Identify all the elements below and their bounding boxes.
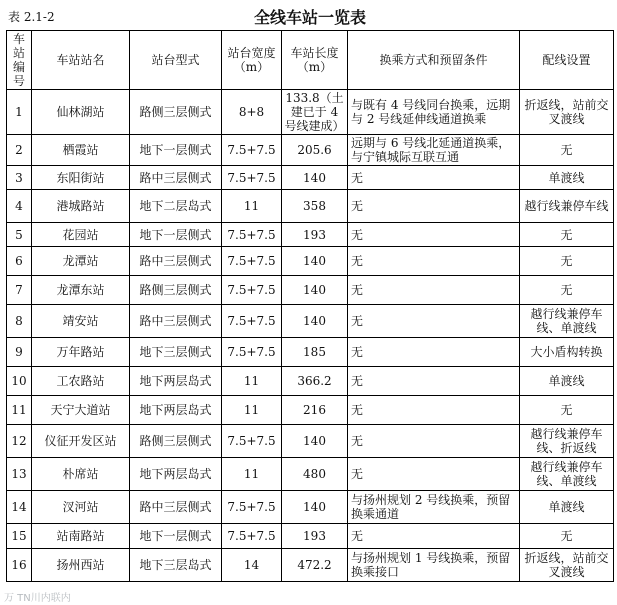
cell-station-number: 10 [7, 367, 32, 396]
cell-station-length: 140 [282, 166, 348, 190]
table-row [7, 247, 614, 276]
cell-station-number: 8 [7, 305, 32, 338]
cell-transfer: 无 [348, 458, 520, 491]
cell-platform-type: 地下二层岛式 [130, 190, 222, 223]
cell-station-length: 140 [282, 491, 348, 524]
cell-station-length: 193 [282, 223, 348, 247]
cell-track-setup: 单渡线 [520, 367, 614, 396]
cell-station-name: 仪征开发区站 [32, 425, 130, 458]
cell-station-number: 11 [7, 396, 32, 425]
cell-station-length: 472.2 [282, 549, 348, 582]
cell-platform-width: 7.5+7.5 [222, 247, 282, 276]
header-station-name: 车站站名 [32, 31, 130, 90]
cell-station-length: 193 [282, 524, 348, 549]
cell-track-setup: 无 [520, 276, 614, 305]
cell-station-name: 港城路站 [32, 190, 130, 223]
station-table [6, 30, 614, 582]
header-platform-type: 站台型式 [130, 31, 222, 90]
table-row [7, 190, 614, 223]
cell-transfer: 无 [348, 166, 520, 190]
table-row [7, 223, 614, 247]
cell-station-length: 140 [282, 425, 348, 458]
cell-platform-type: 地下两层岛式 [130, 458, 222, 491]
cell-track-setup: 无 [520, 247, 614, 276]
cell-station-name: 扬州西站 [32, 549, 130, 582]
cell-transfer: 与既有 4 号线同台换乘，远期与 2 号线延伸线通道换乘 [348, 90, 520, 135]
cell-track-setup: 越行线兼停车线、单渡线 [520, 458, 614, 491]
table-row [7, 166, 614, 190]
cell-track-setup: 单渡线 [520, 491, 614, 524]
cell-platform-type: 路侧三层侧式 [130, 276, 222, 305]
cell-station-length: 140 [282, 247, 348, 276]
cell-transfer: 无 [348, 367, 520, 396]
cell-station-name: 朴席站 [32, 458, 130, 491]
cell-platform-width: 7.5+7.5 [222, 223, 282, 247]
watermark: 万 TN川内联内 [4, 593, 71, 604]
cell-transfer: 无 [348, 338, 520, 367]
table-header-row [7, 31, 614, 90]
cell-station-length: 133.8（土建已于 4 号线建成） [282, 90, 348, 135]
cell-track-setup: 大小盾构转换 [520, 338, 614, 367]
cell-station-name: 花园站 [32, 223, 130, 247]
cell-platform-type: 路中三层侧式 [130, 166, 222, 190]
cell-transfer: 远期与 6 号线北延通道换乘，与宁镇城际互联互通 [348, 135, 520, 166]
cell-platform-type: 地下三层岛式 [130, 549, 222, 582]
cell-platform-width: 7.5+7.5 [222, 135, 282, 166]
cell-track-setup: 越行线兼停车线 [520, 190, 614, 223]
table-row [7, 276, 614, 305]
cell-station-length: 140 [282, 276, 348, 305]
cell-station-number: 9 [7, 338, 32, 367]
cell-station-number: 14 [7, 491, 32, 524]
cell-station-name: 工农路站 [32, 367, 130, 396]
cell-platform-width: 14 [222, 549, 282, 582]
cell-platform-type: 路中三层侧式 [130, 247, 222, 276]
cell-transfer: 无 [348, 223, 520, 247]
cell-platform-width: 7.5+7.5 [222, 524, 282, 549]
cell-station-name: 东阳街站 [32, 166, 130, 190]
cell-platform-width: 8+8 [222, 90, 282, 135]
cell-transfer: 与扬州规划 1 号线换乘，预留换乘接口 [348, 549, 520, 582]
cell-station-name: 龙潭站 [32, 247, 130, 276]
cell-platform-width: 11 [222, 367, 282, 396]
cell-platform-type: 地下一层侧式 [130, 223, 222, 247]
table-row [7, 367, 614, 396]
cell-platform-width: 7.5+7.5 [222, 425, 282, 458]
cell-platform-type: 路侧三层侧式 [130, 90, 222, 135]
cell-station-number: 6 [7, 247, 32, 276]
table-row [7, 458, 614, 491]
cell-platform-type: 地下一层侧式 [130, 524, 222, 549]
cell-track-setup: 折返线，站前交叉渡线 [520, 549, 614, 582]
cell-platform-width: 11 [222, 458, 282, 491]
table-row [7, 425, 614, 458]
cell-track-setup: 无 [520, 135, 614, 166]
table-number: 表 2.1-2 [8, 10, 55, 24]
cell-track-setup: 单渡线 [520, 166, 614, 190]
cell-station-name: 龙潭东站 [32, 276, 130, 305]
table-row [7, 524, 614, 549]
cell-platform-type: 地下两层岛式 [130, 367, 222, 396]
cell-track-setup: 折返线，站前交叉渡线 [520, 90, 614, 135]
cell-station-name: 靖安站 [32, 305, 130, 338]
cell-station-name: 站南路站 [32, 524, 130, 549]
cell-station-name: 汊河站 [32, 491, 130, 524]
cell-station-length: 366.2 [282, 367, 348, 396]
cell-station-number: 13 [7, 458, 32, 491]
cell-platform-width: 11 [222, 190, 282, 223]
cell-station-length: 185 [282, 338, 348, 367]
cell-platform-width: 7.5+7.5 [222, 491, 282, 524]
cell-platform-type: 地下两层岛式 [130, 396, 222, 425]
table-caption [8, 5, 612, 31]
cell-station-number: 5 [7, 223, 32, 247]
table-body [7, 90, 614, 582]
table-row [7, 305, 614, 338]
table-row [7, 549, 614, 582]
cell-platform-width: 11 [222, 396, 282, 425]
cell-station-name: 栖霞站 [32, 135, 130, 166]
cell-station-number: 1 [7, 90, 32, 135]
table-title: 全线车站一览表 [253, 8, 366, 27]
table-row [7, 338, 614, 367]
cell-transfer: 与扬州规划 2 号线换乘，预留换乘通道 [348, 491, 520, 524]
header-transfer: 换乘方式和预留条件 [348, 31, 520, 90]
cell-platform-type: 地下一层侧式 [130, 135, 222, 166]
table-row [7, 135, 614, 166]
table-row [7, 90, 614, 135]
cell-platform-width: 7.5+7.5 [222, 276, 282, 305]
header-platform-width: 站台宽度（m） [222, 31, 282, 90]
cell-track-setup: 无 [520, 223, 614, 247]
cell-station-name: 天宁大道站 [32, 396, 130, 425]
cell-station-length: 205.6 [282, 135, 348, 166]
cell-track-setup: 无 [520, 524, 614, 549]
cell-platform-width: 7.5+7.5 [222, 166, 282, 190]
cell-platform-type: 路侧三层侧式 [130, 425, 222, 458]
cell-transfer: 无 [348, 425, 520, 458]
cell-transfer: 无 [348, 190, 520, 223]
cell-transfer: 无 [348, 396, 520, 425]
cell-station-number: 16 [7, 549, 32, 582]
cell-station-length: 480 [282, 458, 348, 491]
cell-station-number: 15 [7, 524, 32, 549]
cell-station-number: 3 [7, 166, 32, 190]
cell-station-length: 140 [282, 305, 348, 338]
cell-transfer: 无 [348, 247, 520, 276]
cell-transfer: 无 [348, 276, 520, 305]
header-track-setup: 配线设置 [520, 31, 614, 90]
cell-station-number: 2 [7, 135, 32, 166]
cell-station-name: 仙林湖站 [32, 90, 130, 135]
cell-station-number: 4 [7, 190, 32, 223]
cell-transfer: 无 [348, 524, 520, 549]
cell-station-name: 万年路站 [32, 338, 130, 367]
cell-station-length: 216 [282, 396, 348, 425]
cell-platform-type: 地下三层侧式 [130, 338, 222, 367]
header-station-number: 车站编号 [7, 31, 32, 90]
cell-station-number: 12 [7, 425, 32, 458]
header-station-length: 车站长度（m） [282, 31, 348, 90]
cell-platform-type: 路中三层侧式 [130, 305, 222, 338]
cell-station-length: 358 [282, 190, 348, 223]
cell-platform-type: 路中三层侧式 [130, 491, 222, 524]
cell-track-setup: 无 [520, 396, 614, 425]
table-row [7, 491, 614, 524]
cell-track-setup: 越行线兼停车线、单渡线 [520, 305, 614, 338]
cell-platform-width: 7.5+7.5 [222, 338, 282, 367]
cell-platform-width: 7.5+7.5 [222, 305, 282, 338]
cell-transfer: 无 [348, 305, 520, 338]
table-row [7, 396, 614, 425]
cell-track-setup: 越行线兼停车线、折返线 [520, 425, 614, 458]
cell-station-number: 7 [7, 276, 32, 305]
